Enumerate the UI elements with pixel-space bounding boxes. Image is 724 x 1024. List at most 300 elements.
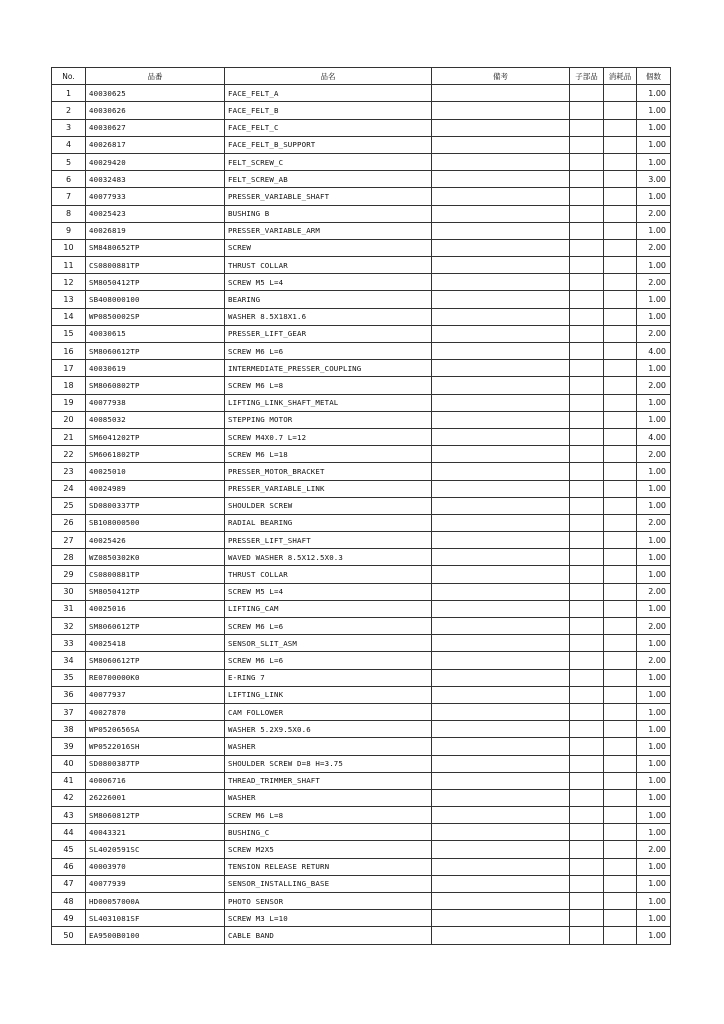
cell-consumable [604, 102, 637, 119]
cell-no: 17 [52, 360, 86, 377]
cell-quantity: 1.00 [637, 635, 671, 652]
table-row [52, 291, 671, 308]
cell-remarks [432, 480, 570, 497]
cell-sub-part [570, 325, 604, 342]
cell-part-number: SM8060802TP [86, 377, 225, 394]
cell-quantity: 2.00 [637, 841, 671, 858]
table-body [52, 85, 671, 944]
cell-no: 27 [52, 532, 86, 549]
cell-consumable [604, 841, 637, 858]
table-row [52, 910, 671, 927]
cell-remarks [432, 910, 570, 927]
cell-part-name: FELT_SCREW_C [225, 153, 432, 170]
cell-sub-part [570, 102, 604, 119]
cell-part-name: BUSHING_C [225, 824, 432, 841]
cell-remarks [432, 463, 570, 480]
cell-sub-part [570, 428, 604, 445]
cell-consumable [604, 566, 637, 583]
cell-no: 23 [52, 463, 86, 480]
cell-sub-part [570, 755, 604, 772]
cell-part-number: WZ0850302K0 [86, 549, 225, 566]
cell-part-name: CABLE BAND [225, 927, 432, 944]
cell-remarks [432, 669, 570, 686]
cell-part-name: THREAD_TRIMMER_SHAFT [225, 772, 432, 789]
cell-consumable [604, 755, 637, 772]
cell-consumable [604, 789, 637, 806]
cell-no: 36 [52, 686, 86, 703]
cell-remarks [432, 772, 570, 789]
cell-part-name: FACE_FELT_C [225, 119, 432, 136]
table-row [52, 893, 671, 910]
cell-consumable [604, 549, 637, 566]
cell-sub-part [570, 652, 604, 669]
table-row [52, 171, 671, 188]
header-remarks: 備考 [432, 68, 570, 85]
cell-consumable [604, 532, 637, 549]
cell-remarks [432, 119, 570, 136]
cell-remarks [432, 635, 570, 652]
cell-quantity: 1.00 [637, 257, 671, 274]
table-row [52, 222, 671, 239]
cell-part-name: PRESSER_MOTOR_BRACKET [225, 463, 432, 480]
cell-consumable [604, 772, 637, 789]
cell-part-name: SCREW [225, 239, 432, 256]
cell-consumable [604, 738, 637, 755]
cell-part-number: SM8060612TP [86, 343, 225, 360]
cell-part-name: SCREW M6 L=8 [225, 377, 432, 394]
cell-quantity: 2.00 [637, 274, 671, 291]
cell-no: 6 [52, 171, 86, 188]
cell-consumable [604, 514, 637, 531]
cell-quantity: 1.00 [637, 291, 671, 308]
cell-part-number: SM8050412TP [86, 274, 225, 291]
cell-sub-part [570, 85, 604, 102]
cell-quantity: 1.00 [637, 85, 671, 102]
table-row [52, 325, 671, 342]
cell-consumable [604, 360, 637, 377]
table-row [52, 377, 671, 394]
cell-no: 42 [52, 789, 86, 806]
cell-quantity: 2.00 [637, 652, 671, 669]
table-row [52, 721, 671, 738]
table-row [52, 738, 671, 755]
cell-no: 12 [52, 274, 86, 291]
cell-part-name: BUSHING B [225, 205, 432, 222]
cell-remarks [432, 583, 570, 600]
cell-remarks [432, 927, 570, 944]
cell-sub-part [570, 669, 604, 686]
cell-no: 50 [52, 927, 86, 944]
table-row [52, 205, 671, 222]
cell-no: 20 [52, 411, 86, 428]
cell-sub-part [570, 343, 604, 360]
cell-remarks [432, 858, 570, 875]
cell-part-name: PRESSER_VARIABLE_LINK [225, 480, 432, 497]
cell-quantity: 2.00 [637, 446, 671, 463]
cell-remarks [432, 239, 570, 256]
cell-quantity: 1.00 [637, 910, 671, 927]
cell-remarks [432, 652, 570, 669]
cell-part-name: LIFTING_LINK [225, 686, 432, 703]
cell-quantity: 1.00 [637, 188, 671, 205]
cell-no: 40 [52, 755, 86, 772]
cell-part-number: SM8060812TP [86, 807, 225, 824]
table-row [52, 566, 671, 583]
cell-part-name: SENSOR_INSTALLING_BASE [225, 875, 432, 892]
cell-consumable [604, 274, 637, 291]
cell-no: 49 [52, 910, 86, 927]
header-quantity: 個数 [637, 68, 671, 85]
cell-remarks [432, 360, 570, 377]
cell-sub-part [570, 875, 604, 892]
cell-consumable [604, 188, 637, 205]
table-row [52, 343, 671, 360]
cell-no: 30 [52, 583, 86, 600]
cell-sub-part [570, 549, 604, 566]
cell-remarks [432, 325, 570, 342]
cell-part-number: RE0700000K0 [86, 669, 225, 686]
cell-consumable [604, 463, 637, 480]
cell-part-name: WASHER 8.5X18X1.6 [225, 308, 432, 325]
cell-sub-part [570, 772, 604, 789]
cell-part-number: SM8480652TP [86, 239, 225, 256]
cell-sub-part [570, 446, 604, 463]
header-no: No. [52, 68, 86, 85]
table-row [52, 652, 671, 669]
cell-part-name: SENSOR_SLIT_ASM [225, 635, 432, 652]
cell-part-number: 40006716 [86, 772, 225, 789]
cell-part-number: 40027870 [86, 703, 225, 720]
table-row [52, 669, 671, 686]
cell-sub-part [570, 480, 604, 497]
cell-no: 19 [52, 394, 86, 411]
cell-sub-part [570, 188, 604, 205]
cell-sub-part [570, 893, 604, 910]
cell-part-number: 40043321 [86, 824, 225, 841]
cell-part-name: INTERMEDIATE_PRESSER_COUPLING [225, 360, 432, 377]
cell-consumable [604, 343, 637, 360]
cell-part-name: SCREW M6 L=18 [225, 446, 432, 463]
cell-no: 5 [52, 153, 86, 170]
cell-sub-part [570, 583, 604, 600]
cell-sub-part [570, 411, 604, 428]
cell-part-name: SHOULDER SCREW D=8 H=3.75 [225, 755, 432, 772]
cell-remarks [432, 738, 570, 755]
cell-remarks [432, 789, 570, 806]
cell-no: 28 [52, 549, 86, 566]
cell-sub-part [570, 703, 604, 720]
cell-part-number: SM8060612TP [86, 618, 225, 635]
table-row [52, 858, 671, 875]
table-row [52, 136, 671, 153]
cell-consumable [604, 291, 637, 308]
table-row [52, 772, 671, 789]
cell-no: 32 [52, 618, 86, 635]
table-header-row [52, 68, 671, 85]
cell-sub-part [570, 205, 604, 222]
cell-quantity: 1.00 [637, 394, 671, 411]
cell-sub-part [570, 377, 604, 394]
cell-consumable [604, 910, 637, 927]
cell-no: 2 [52, 102, 86, 119]
cell-no: 24 [52, 480, 86, 497]
cell-remarks [432, 171, 570, 188]
cell-remarks [432, 343, 570, 360]
cell-consumable [604, 600, 637, 617]
table-row [52, 102, 671, 119]
cell-no: 29 [52, 566, 86, 583]
cell-no: 11 [52, 257, 86, 274]
cell-no: 13 [52, 291, 86, 308]
cell-sub-part [570, 239, 604, 256]
cell-part-name: SCREW M4X0.7 L=12 [225, 428, 432, 445]
cell-consumable [604, 686, 637, 703]
cell-part-number: SL4031081SF [86, 910, 225, 927]
cell-remarks [432, 841, 570, 858]
cell-quantity: 1.00 [637, 222, 671, 239]
cell-part-number: SB408000100 [86, 291, 225, 308]
cell-consumable [604, 119, 637, 136]
cell-sub-part [570, 291, 604, 308]
cell-remarks [432, 618, 570, 635]
table-row [52, 308, 671, 325]
cell-no: 45 [52, 841, 86, 858]
cell-no: 26 [52, 514, 86, 531]
cell-sub-part [570, 463, 604, 480]
cell-sub-part [570, 721, 604, 738]
cell-quantity: 1.00 [637, 772, 671, 789]
cell-part-number: CS0800881TP [86, 257, 225, 274]
table-row [52, 239, 671, 256]
cell-quantity: 1.00 [637, 669, 671, 686]
cell-no: 14 [52, 308, 86, 325]
cell-sub-part [570, 738, 604, 755]
cell-sub-part [570, 841, 604, 858]
cell-sub-part [570, 171, 604, 188]
cell-quantity: 1.00 [637, 532, 671, 549]
cell-sub-part [570, 807, 604, 824]
cell-no: 21 [52, 428, 86, 445]
cell-consumable [604, 85, 637, 102]
cell-part-name: SHOULDER SCREW [225, 497, 432, 514]
cell-part-name: WASHER [225, 789, 432, 806]
cell-part-number: SD0800387TP [86, 755, 225, 772]
cell-sub-part [570, 927, 604, 944]
cell-quantity: 1.00 [637, 755, 671, 772]
cell-part-name: THRUST COLLAR [225, 566, 432, 583]
cell-part-name: BEARING [225, 291, 432, 308]
cell-consumable [604, 583, 637, 600]
cell-sub-part [570, 308, 604, 325]
table-row [52, 446, 671, 463]
cell-sub-part [570, 566, 604, 583]
header-sub-part: 子部品 [570, 68, 604, 85]
cell-no: 7 [52, 188, 86, 205]
cell-remarks [432, 514, 570, 531]
cell-part-name: PRESSER_LIFT_GEAR [225, 325, 432, 342]
cell-part-number: SD0800337TP [86, 497, 225, 514]
cell-part-name: WASHER 5.2X9.5X0.6 [225, 721, 432, 738]
cell-quantity: 1.00 [637, 136, 671, 153]
table-row [52, 600, 671, 617]
cell-no: 38 [52, 721, 86, 738]
table-row [52, 686, 671, 703]
cell-sub-part [570, 119, 604, 136]
parts-list-table [51, 67, 671, 945]
cell-no: 37 [52, 703, 86, 720]
cell-part-number: SB108000500 [86, 514, 225, 531]
cell-part-number: WP0850002SP [86, 308, 225, 325]
cell-part-number: 40026819 [86, 222, 225, 239]
cell-quantity: 1.00 [637, 411, 671, 428]
cell-part-name: SCREW M6 L=6 [225, 618, 432, 635]
cell-part-name: SCREW M2X5 [225, 841, 432, 858]
cell-no: 35 [52, 669, 86, 686]
cell-no: 25 [52, 497, 86, 514]
cell-no: 22 [52, 446, 86, 463]
cell-consumable [604, 171, 637, 188]
table-row [52, 549, 671, 566]
cell-consumable [604, 308, 637, 325]
cell-sub-part [570, 600, 604, 617]
cell-part-name: LIFTING_CAM [225, 600, 432, 617]
cell-part-number: 40032483 [86, 171, 225, 188]
cell-part-number: 40030619 [86, 360, 225, 377]
cell-quantity: 2.00 [637, 377, 671, 394]
cell-quantity: 1.00 [637, 497, 671, 514]
cell-no: 43 [52, 807, 86, 824]
cell-no: 33 [52, 635, 86, 652]
cell-part-number: SM8060612TP [86, 652, 225, 669]
cell-part-name: PRESSER_VARIABLE_SHAFT [225, 188, 432, 205]
cell-remarks [432, 308, 570, 325]
cell-consumable [604, 652, 637, 669]
cell-no: 47 [52, 875, 86, 892]
table-row [52, 411, 671, 428]
cell-part-number: SL4020591SC [86, 841, 225, 858]
cell-remarks [432, 755, 570, 772]
cell-consumable [604, 927, 637, 944]
cell-sub-part [570, 532, 604, 549]
cell-sub-part [570, 910, 604, 927]
cell-part-name: FACE_FELT_B_SUPPORT [225, 136, 432, 153]
cell-part-number: 40030627 [86, 119, 225, 136]
cell-remarks [432, 428, 570, 445]
table-row [52, 875, 671, 892]
cell-part-number: 40077933 [86, 188, 225, 205]
cell-part-number: 40025418 [86, 635, 225, 652]
cell-remarks [432, 686, 570, 703]
cell-part-number: 40077939 [86, 875, 225, 892]
cell-consumable [604, 618, 637, 635]
cell-remarks [432, 274, 570, 291]
cell-consumable [604, 893, 637, 910]
cell-quantity: 1.00 [637, 686, 671, 703]
cell-remarks [432, 153, 570, 170]
table-row [52, 119, 671, 136]
cell-part-name: PRESSER_LIFT_SHAFT [225, 532, 432, 549]
cell-quantity: 2.00 [637, 325, 671, 342]
cell-part-number: WP0520656SA [86, 721, 225, 738]
cell-consumable [604, 325, 637, 342]
cell-consumable [604, 428, 637, 445]
cell-part-name: CAM FOLLOWER [225, 703, 432, 720]
cell-quantity: 1.00 [637, 807, 671, 824]
cell-quantity: 3.00 [637, 171, 671, 188]
cell-consumable [604, 497, 637, 514]
table-row [52, 257, 671, 274]
cell-remarks [432, 893, 570, 910]
cell-part-number: 40030626 [86, 102, 225, 119]
cell-remarks [432, 377, 570, 394]
table-row [52, 153, 671, 170]
cell-no: 41 [52, 772, 86, 789]
table-row [52, 789, 671, 806]
cell-part-name: WASHER [225, 738, 432, 755]
cell-part-number: SM6061802TP [86, 446, 225, 463]
cell-sub-part [570, 514, 604, 531]
cell-consumable [604, 875, 637, 892]
cell-consumable [604, 153, 637, 170]
cell-sub-part [570, 360, 604, 377]
cell-part-name: STEPPING MOTOR [225, 411, 432, 428]
cell-no: 15 [52, 325, 86, 342]
table-row [52, 428, 671, 445]
cell-quantity: 1.00 [637, 824, 671, 841]
cell-part-number: 40003970 [86, 858, 225, 875]
cell-part-number: 40030625 [86, 85, 225, 102]
cell-part-number: WP0522016SH [86, 738, 225, 755]
cell-quantity: 1.00 [637, 858, 671, 875]
cell-part-number: 40030615 [86, 325, 225, 342]
cell-part-name: RADIAL BEARING [225, 514, 432, 531]
cell-consumable [604, 635, 637, 652]
cell-part-number: EA9500B0100 [86, 927, 225, 944]
table-row [52, 807, 671, 824]
table-row [52, 85, 671, 102]
cell-part-number: 40077938 [86, 394, 225, 411]
cell-sub-part [570, 153, 604, 170]
cell-quantity: 1.00 [637, 102, 671, 119]
cell-remarks [432, 446, 570, 463]
cell-no: 16 [52, 343, 86, 360]
cell-remarks [432, 532, 570, 549]
cell-no: 44 [52, 824, 86, 841]
cell-consumable [604, 377, 637, 394]
cell-remarks [432, 875, 570, 892]
cell-remarks [432, 411, 570, 428]
cell-quantity: 1.00 [637, 893, 671, 910]
cell-quantity: 1.00 [637, 600, 671, 617]
cell-remarks [432, 549, 570, 566]
cell-part-name: PHOTO SENSOR [225, 893, 432, 910]
cell-part-number: 40025423 [86, 205, 225, 222]
cell-no: 48 [52, 893, 86, 910]
cell-consumable [604, 858, 637, 875]
table-row [52, 463, 671, 480]
cell-sub-part [570, 222, 604, 239]
cell-part-number: SM6041202TP [86, 428, 225, 445]
cell-quantity: 2.00 [637, 618, 671, 635]
cell-consumable [604, 824, 637, 841]
cell-part-name: WAVED WASHER 8.5X12.5X0.3 [225, 549, 432, 566]
cell-part-name: FACE_FELT_A [225, 85, 432, 102]
table-row [52, 394, 671, 411]
table-row [52, 841, 671, 858]
cell-quantity: 1.00 [637, 721, 671, 738]
cell-part-number: 40026817 [86, 136, 225, 153]
cell-consumable [604, 136, 637, 153]
